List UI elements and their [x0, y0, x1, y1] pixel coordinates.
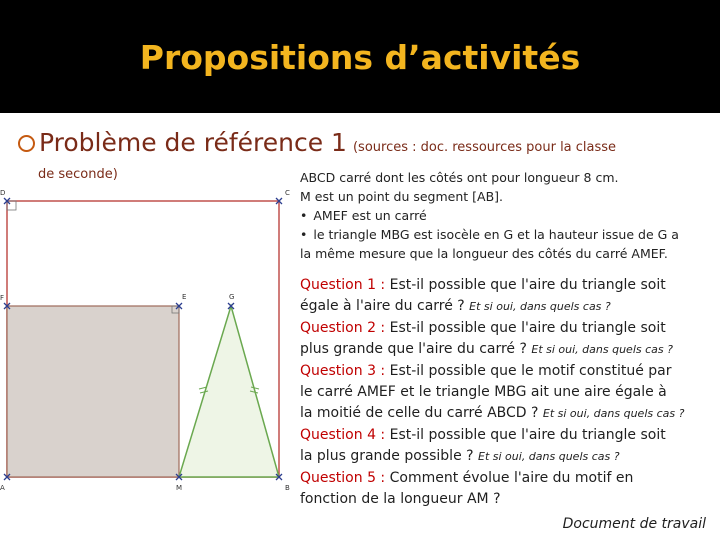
question-5-cont: [300, 489, 710, 510]
question-2-cont: [300, 339, 710, 360]
question-4-cont: [300, 446, 710, 467]
label-f: F: [0, 294, 5, 302]
question-2: [300, 318, 710, 339]
question-note: Et si oui, dans quels cas ?: [531, 343, 673, 357]
heading-sources: (sources : doc. ressources pour la classe: [352, 140, 617, 155]
questions: [300, 275, 710, 510]
question-text: Est-il possible que l'aire du triangle soit: [389, 319, 666, 336]
label-m: M: [176, 484, 183, 492]
problem-statement: [300, 168, 708, 263]
question-5: [300, 468, 710, 489]
statement-bullet-text: AMEF est un carré: [313, 208, 427, 223]
label-a: A: [0, 484, 5, 492]
question-note: Et si oui, dans quels cas ?: [469, 300, 611, 314]
label-c: C: [285, 189, 290, 197]
question-label: Question 2 :: [300, 319, 386, 336]
heading-sources-continued: de seconde): [38, 167, 118, 182]
statement-line: la même mesure que la longueur des côtés du carré AMEF.: [300, 246, 668, 261]
geometry-figure: [0, 183, 295, 493]
question-text: la moitié de celle du carré ABCD ?: [300, 405, 539, 422]
statement-bullet: [300, 206, 708, 225]
question-text: le carré AMEF et le triangle MBG ait une aire égale à: [300, 384, 667, 401]
question-text: fonction de la longueur AM ?: [300, 491, 501, 508]
question-4: [300, 425, 710, 446]
question-text: plus grande que l'aire du carré ?: [300, 341, 527, 358]
label-d: D: [0, 189, 6, 197]
footer-note: Document de travail: [562, 516, 706, 532]
circle-bullet-icon: [18, 135, 35, 152]
question-label: Question 1 :: [300, 277, 386, 293]
question-1-cont: [300, 296, 710, 317]
question-label: Question 3 :: [300, 362, 386, 379]
square-amef: [7, 306, 179, 477]
question-text: Comment évolue l'aire du motif en: [389, 469, 634, 486]
statement-bullet: [300, 225, 708, 244]
label-g: G: [229, 293, 235, 301]
question-text: Est-il possible que l'aire du triangle soit: [389, 426, 666, 443]
question-text: égale à l'aire du carré ?: [300, 298, 465, 315]
question-3: [300, 361, 710, 382]
heading-main: Problème de référence 1: [39, 128, 347, 157]
question-3-cont: [300, 382, 710, 403]
question-note: Et si oui, dans quels cas ?: [542, 407, 685, 421]
statement-line: M est un point du segment [AB].: [300, 189, 503, 204]
question-note: Et si oui, dans quels cas ?: [478, 450, 620, 464]
question-1: [300, 275, 710, 296]
question-label: Question 5 :: [300, 469, 386, 486]
triangle-mbg: [179, 306, 279, 477]
heading: [18, 128, 616, 157]
statement-line: ABCD carré dont les côtés ont pour longueur 8 cm.: [300, 170, 619, 185]
statement-bullet-text: le triangle MBG est isocèle en G et la hauteur issue de G a: [313, 227, 679, 242]
label-e: E: [182, 293, 187, 301]
question-text: Est-il possible que le motif constitué par: [389, 362, 672, 379]
label-b: B: [285, 484, 290, 492]
question-text: la plus grande possible ?: [300, 448, 474, 465]
question-text: Est-il possible que l'aire du triangle soit: [389, 277, 666, 293]
question-label: Question 4 :: [300, 426, 386, 443]
question-3-cont2: [300, 403, 710, 424]
slide-title: Propositions d’activités: [139, 38, 581, 77]
title-band: [0, 0, 720, 113]
